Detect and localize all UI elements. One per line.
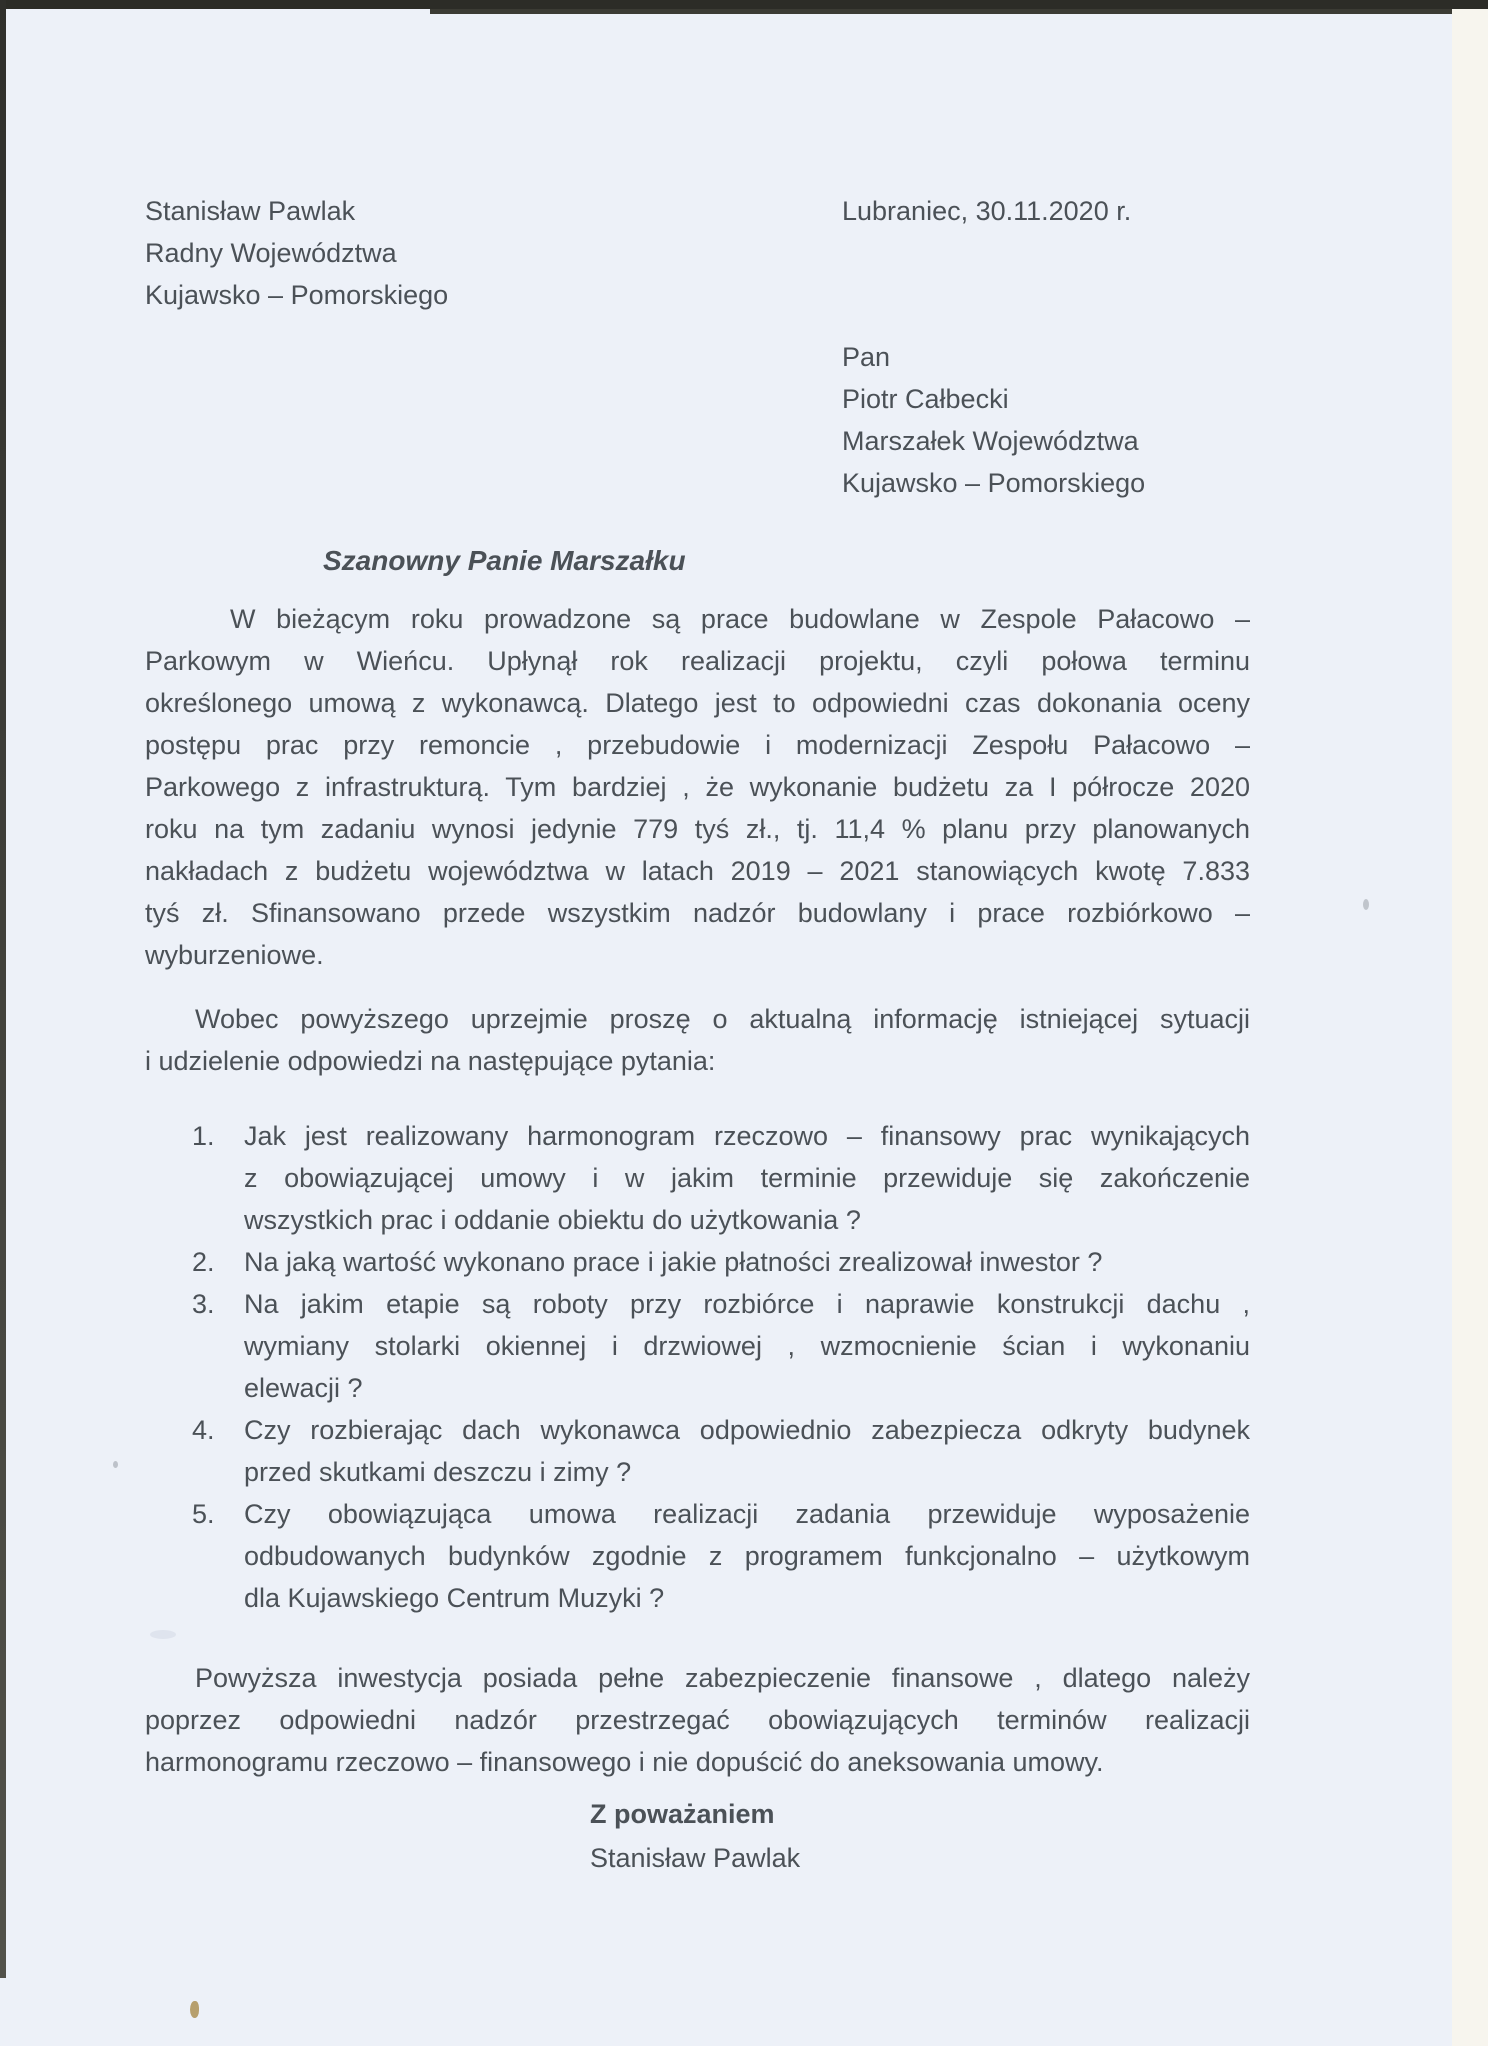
question-text [244,1283,1250,1409]
question-number: 1. [192,1121,215,1151]
question-item-5 [145,1493,1250,1619]
signature-block [590,1792,800,1880]
recipient-block [842,336,1145,504]
question-text [244,1409,1250,1493]
question-text [244,1493,1250,1619]
text-line: Pan [842,342,891,372]
sender-block [145,190,448,316]
question-number: 5. [192,1499,215,1529]
text-line: Parkowym w Wieńcu. Upłynął rok realizacji projektu, czyli połowa terminu [145,646,1250,676]
text-line: postępu prac przy remoncie , przebudowie i modernizacji Zespołu Pałacowo – [145,730,1250,760]
text-line: określonego umową z wykonawcą. Dlatego jest to odpowiedni czas dokonania oceny [145,688,1250,718]
text-line: Wobec powyższego uprzejmie proszę o aktualną informację istniejącej sytuacji [195,1004,1250,1034]
salutation: Szanowny Panie Marszałku [323,545,686,576]
text-line: przed skutkami deszczu i zimy ? [244,1457,632,1487]
scan-left-edge [0,0,6,1978]
question-text [244,1115,1250,1241]
text-line: harmonogramu rzeczowo – finansowego i nie dopuścić do aneksowania umowy. [145,1747,1104,1777]
scan-smudge [150,1630,176,1639]
signoff: Z poważaniem [590,1799,775,1829]
scan-top-edge-shadow [430,9,1488,14]
paragraph-request [145,998,1250,1082]
text-line: Czy obowiązująca umowa realizacji zadania przewiduje wyposażenie [244,1499,1250,1529]
text-line: i udzielenie odpowiedzi na następujące pytania: [145,1046,716,1076]
question-item-4 [145,1409,1250,1493]
scan-top-edge [0,0,1488,9]
signature-name: Stanisław Pawlak [590,1843,801,1873]
text-line: wyburzeniowe. [145,940,324,970]
question-number: 2. [192,1247,215,1277]
questions-list [145,1115,1250,1619]
text-line: roku na tym zadaniu wynosi jedynie 779 tyś zł., tj. 11,4 % planu przy planowanych [145,814,1250,844]
question-text [244,1241,1250,1283]
text-line: Czy rozbierając dach wykonawca odpowiednio zabezpiecza odkryty budynek [244,1415,1250,1445]
dateline: Lubraniec, 30.11.2020 r. [842,196,1132,226]
text-line: elewacji ? [244,1373,363,1403]
paragraph-project-status [145,598,1250,976]
text-line: Na jakim etapie są roboty przy rozbiórce i naprawie konstrukcji dachu , [244,1289,1250,1319]
paragraph-closing [145,1657,1250,1783]
text-line: wszystkich prac i oddanie obiektu do użytkowania ? [244,1205,861,1235]
text-line: Parkowego z infrastrukturą. Tym bardziej , że wykonanie budżetu za I półrocze 2020 [145,772,1250,802]
text-line: Radny Województwa [145,238,397,268]
text-line: Jak jest realizowany harmonogram rzeczowo – finansowy prac wynikających [244,1121,1250,1151]
question-item-1 [145,1115,1250,1241]
text-line: Na jaką wartość wykonano prace i jakie płatności zrealizował inwestor ? [244,1247,1103,1277]
text-line: nakładach z budżetu województwa w latach 2019 – 2021 stanowiących kwotę 7.833 [145,856,1250,886]
text-line: z obowiązującej umowy i w jakim terminie przewiduje się zakończenie [244,1163,1250,1193]
text-line: poprzez odpowiedni nadzór przestrzegać obowiązujących terminów realizacji [145,1705,1250,1735]
text-line: wymiany stolarki okiennej i drzwiowej , wzmocnienie ścian i wykonaniu [244,1331,1250,1361]
scan-speck [1363,899,1369,910]
scan-speck [190,2001,199,2018]
scan-speck [113,1461,118,1468]
text-line: Marszałek Województwa [842,426,1139,456]
text-line: W bieżącym roku prowadzone są prace budowlane w Zespole Pałacowo – [230,604,1250,634]
text-line: Stanisław Pawlak [145,196,356,226]
text-line: odbudowanych budynków zgodnie z programem funkcjonalno – użytkowym [244,1541,1250,1571]
letter-body [145,598,1250,1783]
text-line: Kujawsko – Pomorskiego [842,468,1146,498]
scan-right-strip [1452,9,1488,2046]
question-item-3 [145,1283,1250,1409]
text-line: Powyższa inwestycja posiada pełne zabezpieczenie finansowe , dlatego należy [195,1663,1250,1693]
text-line: Piotr Całbecki [842,384,1009,414]
question-number: 4. [192,1415,215,1445]
text-line: dla Kujawskiego Centrum Muzyki ? [244,1583,665,1613]
question-item-2 [145,1241,1250,1283]
question-number: 3. [192,1289,215,1319]
text-line: Kujawsko – Pomorskiego [145,280,449,310]
text-line: tyś zł. Sfinansowano przede wszystkim nadzór budowlany i prace rozbiórkowo – [145,898,1250,928]
